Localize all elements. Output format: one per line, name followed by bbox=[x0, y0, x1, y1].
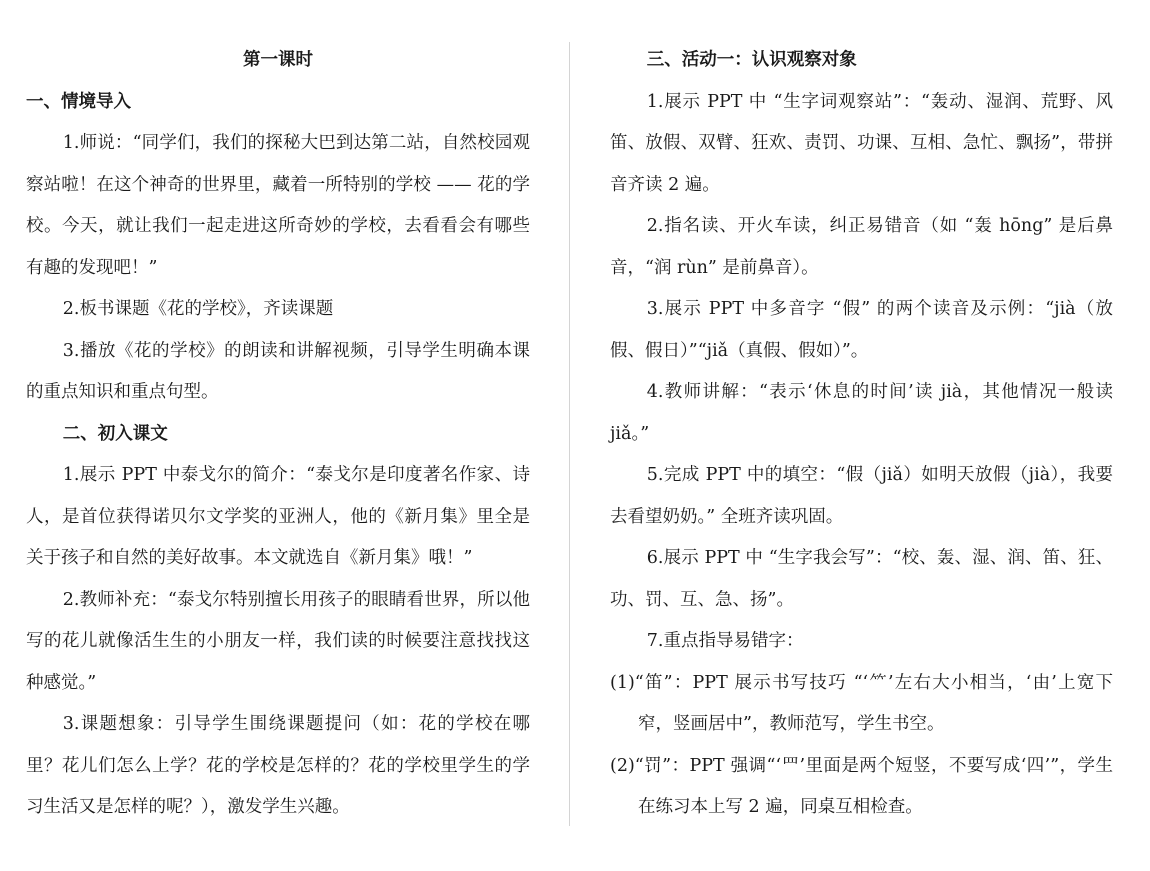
section-heading-first-reading: 二、初入课文 bbox=[62, 423, 168, 444]
paragraph: 6.展示 PPT 中 “生字我会写”：“校、轰、湿、润、笛、狂、功、罚、互、急、扬”。 bbox=[610, 548, 1113, 610]
list-item: (1)“笛”：PPT 展示书写技巧 “‘⺮’左右大小相当，‘由’上宽下窄，竖画居中”，教师范写，学生书空。 bbox=[610, 672, 1113, 734]
paragraph: 1.展示 PPT 中 “生字词观察站”：“轰动、湿润、荒野、风笛、放假、双臂、狂欢、责罚、功课、互相、急忙、飘扬”，带拼音齐读 2 遍。 bbox=[610, 91, 1113, 195]
paragraph: 1.展示 PPT 中泰戈尔的简介：“泰戈尔是印度著名作家、诗人，是首位获得诺贝尔文学奖的亚洲人，他的《新月集》里全是关于孩子和自然的美好故事。本文就选自《新月集》哦！” bbox=[26, 465, 530, 568]
paragraph: 2.板书课题《花的学校》，齐读课题 bbox=[62, 299, 334, 319]
paragraph: 5.完成 PPT 中的填空：“假（jiǎ）如明天放假（jià），我要去看望奶奶。” 全班齐读巩固。 bbox=[610, 465, 1113, 527]
paragraph: 4.教师讲解：“表示‘休息的时间’读 jià，其他情况一般读 jiǎ。” bbox=[610, 382, 1113, 444]
paragraph: 3.展示 PPT 中多音字 “假” 的两个读音及示例：“jià（放假、假日）”“jiǎ（真假、假如）”。 bbox=[610, 299, 1113, 361]
left-column bbox=[26, 40, 530, 829]
paragraph: 3.播放《花的学校》的朗读和讲解视频，引导学生明确本课的重点知识和重点句型。 bbox=[26, 340, 530, 402]
column-divider bbox=[569, 42, 570, 826]
lesson-title: 第一课时 bbox=[243, 50, 313, 70]
list-item: (2)“罚”：PPT 强调“‘罒’里面是两个短竖，不要写成‘四’”，学生在练习本上写 2 遍，同桌互相检查。 bbox=[610, 755, 1113, 817]
section-heading-activity-one: 三、活动一：认识观察对象 bbox=[646, 50, 857, 70]
paragraph: 2.指名读、开火车读，纠正易错音（如 “轰 hōng” 是后鼻音，“润 rùn” 是前鼻音）。 bbox=[610, 216, 1113, 278]
right-column bbox=[610, 40, 1113, 829]
paragraph: 7.重点指导易错字： bbox=[646, 631, 804, 651]
paragraph: 3.课题想象：引导学生围绕课题提问（如：花的学校在哪里？花儿们怎么上学？花的学校是怎样的？花的学校里学生的学习生活又是怎样的呢？），激发学生兴趣。 bbox=[26, 714, 530, 817]
paragraph: 1.师说：“同学们，我们的探秘大巴到达第二站，自然校园观察站啦！在这个神奇的世界里，藏着一所特别的学校 —— 花的学校。今天，就让我们一起走进这所奇妙的学校，去看看会有哪些有趣的发现吧！” bbox=[26, 133, 530, 278]
paragraph: 2.教师补充：“泰戈尔特别擅长用孩子的眼睛看世界，所以他写的花儿就像活生生的小朋友一样，我们读的时候要注意找找这种感觉。” bbox=[26, 589, 530, 693]
section-heading-intro: 一、情境导入 bbox=[26, 91, 131, 112]
